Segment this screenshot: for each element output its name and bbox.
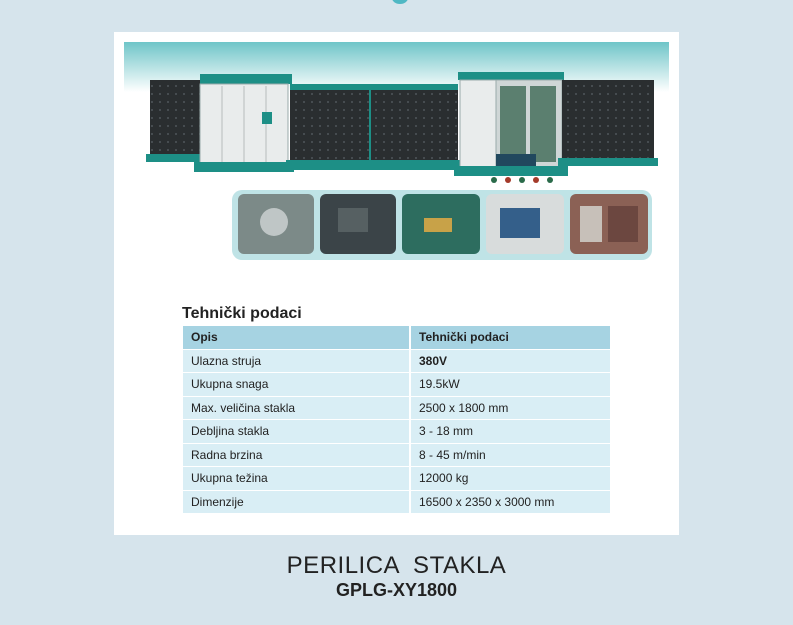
spec-value: 3 - 18 mm (410, 420, 610, 444)
control-buttons (491, 177, 553, 183)
top-decoration (392, 0, 408, 4)
spec-label: Radna brzina (183, 443, 410, 467)
spec-label: Ukupna snaga (183, 373, 410, 397)
spec-value: 16500 x 2350 x 3000 mm (410, 490, 610, 514)
spec-title: Tehnički podaci (182, 305, 302, 322)
left-conveyor (146, 80, 206, 162)
spec-table (183, 326, 610, 514)
spec-value: 12000 kg (410, 467, 610, 491)
table-row (183, 396, 610, 420)
table-row (183, 373, 610, 397)
column-header-description: Opis (183, 326, 410, 349)
machine-photo (124, 42, 669, 277)
table-row (183, 420, 610, 444)
spec-value: 19.5kW (410, 373, 610, 397)
spec-value: 2500 x 1800 mm (410, 396, 610, 420)
column-header-values: Tehnički podaci (410, 326, 610, 349)
washing-cabinet (194, 74, 294, 172)
table-row (183, 467, 610, 491)
middle-conveyor (286, 84, 462, 170)
spec-label: Dimenzije (183, 490, 410, 514)
table-row (183, 349, 610, 373)
table-row (183, 443, 610, 467)
detail-thumbnails (238, 194, 648, 254)
product-model: GPLG-XY1800 (335, 580, 458, 600)
spec-label: Debljina stakla (183, 420, 410, 444)
spec-value: 8 - 45 m/min (410, 443, 610, 467)
product-card (114, 32, 679, 535)
spec-label: Ukupna težina (183, 467, 410, 491)
control-tower (454, 72, 568, 176)
right-conveyor (558, 80, 658, 166)
spec-header-row (183, 326, 610, 349)
product-name: PERILICA STAKLA (286, 552, 507, 579)
spec-label: Max. veličina stakla (183, 396, 410, 420)
spec-value: 380V (410, 349, 610, 373)
table-row (183, 490, 610, 514)
spec-label: Ulazna struja (183, 349, 410, 373)
